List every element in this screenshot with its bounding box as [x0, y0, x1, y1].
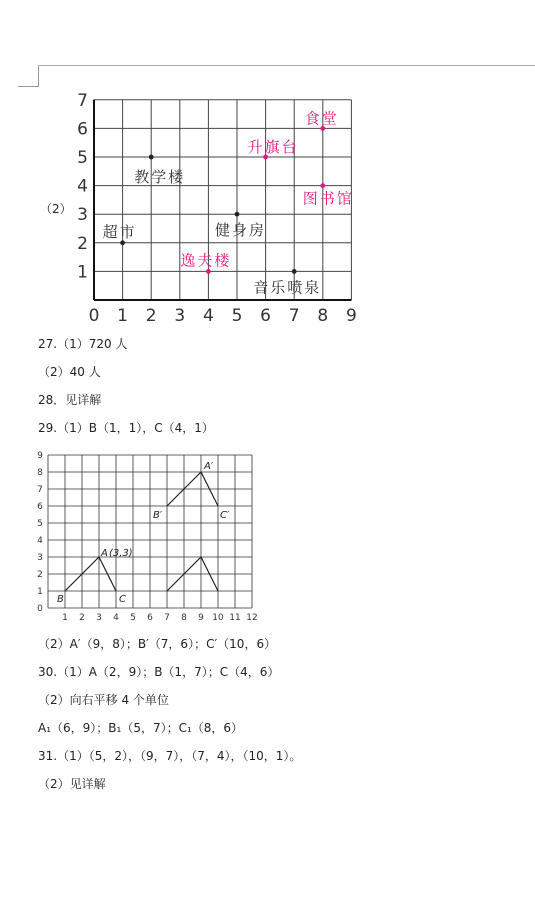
- header-rule: [38, 65, 535, 66]
- answer-29-2: （2）A′（9，8）；B′（7，6）；C′（10，6）: [38, 637, 277, 651]
- place-label: 食堂: [304, 109, 339, 128]
- y-tick-label: 6: [37, 502, 43, 512]
- x-tick-label: 7: [164, 613, 170, 623]
- x-tick-label: 9: [198, 613, 204, 623]
- campus-grid-figure: [77, 90, 370, 326]
- place-label: 教学楼: [134, 168, 186, 186]
- x-tick-label: 6: [260, 306, 272, 326]
- y-tick-label: 8: [37, 468, 43, 478]
- answer-27-1: 27.（1）720 人: [38, 337, 128, 351]
- place-point: [235, 212, 240, 217]
- x-tick-label: 9: [345, 306, 357, 326]
- x-tick-label: 3: [96, 613, 102, 623]
- point-label-a-coord: (3,3): [109, 548, 133, 559]
- question-label: （2）: [40, 202, 72, 216]
- x-tick-label: 1: [117, 306, 129, 326]
- y-tick-label: 2: [77, 233, 88, 254]
- x-tick-label: 7: [288, 306, 300, 326]
- point-label-a-prime: A′: [204, 461, 214, 472]
- place-point: [292, 269, 297, 274]
- translation-grid-figure: [30, 448, 285, 628]
- x-tick-label: 8: [181, 613, 187, 623]
- x-tick-label: 5: [231, 306, 243, 326]
- x-tick-label: 12: [246, 613, 258, 623]
- place-label: 升旗台: [247, 138, 299, 156]
- answer-30-1: 30.（1）A（2，9）；B（1，7）；C（4，6）: [38, 665, 280, 679]
- x-tick-label: 11: [229, 613, 241, 623]
- x-tick-label: 10: [212, 613, 224, 623]
- x-tick-label: 2: [79, 613, 85, 623]
- place-label: 健身房: [215, 221, 267, 240]
- y-tick-label: 5: [77, 148, 88, 168]
- margin-corner-mark: [38, 66, 39, 86]
- y-tick-label: 7: [77, 90, 88, 111]
- point-label-c: C: [119, 594, 126, 605]
- x-tick-label: 6: [147, 613, 153, 623]
- y-tick-label: 3: [77, 205, 88, 226]
- place-label: 音乐喷泉: [253, 278, 322, 297]
- x-tick-label: 8: [317, 306, 329, 326]
- place-point: [149, 155, 154, 160]
- y-tick-label: 9: [37, 451, 43, 461]
- x-tick-label: 5: [130, 613, 136, 623]
- answer-28: 28．见详解: [38, 393, 102, 407]
- place-label: 超市: [102, 222, 137, 241]
- answer-29-1: 29.（1）B（1，1），C（4，1）: [38, 421, 214, 435]
- y-tick-label: 6: [77, 119, 88, 140]
- place-point: [120, 240, 125, 245]
- y-tick-label: 4: [77, 176, 88, 197]
- x-tick-label: 4: [202, 306, 214, 326]
- y-tick-label: 1: [37, 587, 43, 597]
- x-tick-label: 0: [88, 306, 100, 326]
- x-tick-label: 3: [174, 306, 186, 326]
- answer-31-2: （2）见详解: [38, 777, 106, 791]
- point-label-b: B: [57, 594, 64, 605]
- place-point: [206, 269, 211, 274]
- place-label: 图书馆: [302, 189, 354, 208]
- x-tick-label: 1: [62, 613, 68, 623]
- x-tick-label: 4: [113, 613, 119, 623]
- answer-30-3: A₁（6，9）；B₁（5，7）；C₁（8，6）: [38, 721, 244, 735]
- answer-30-2: （2）向右平移 4 个单位: [38, 693, 169, 707]
- y-tick-label: 1: [77, 262, 88, 283]
- place-point: [320, 183, 325, 188]
- answer-27-2: （2）40 人: [38, 365, 101, 379]
- answer-31-1: 31.（1）（5，2），（9，7），（7，4），（10，1）。: [38, 749, 302, 763]
- y-tick-label: 7: [37, 485, 43, 495]
- point-label-c-prime: C′: [220, 510, 230, 521]
- origin-label: 0: [37, 604, 43, 614]
- point-label-a: A: [101, 548, 108, 559]
- y-tick-label: 2: [37, 570, 43, 580]
- point-label-b-prime: B′: [153, 510, 163, 521]
- place-label: 逸夫楼: [180, 251, 232, 270]
- y-tick-label: 5: [37, 519, 43, 529]
- x-tick-label: 2: [145, 306, 157, 326]
- margin-corner-mark: [18, 86, 39, 87]
- y-tick-label: 3: [37, 553, 43, 563]
- y-tick-label: 4: [37, 536, 43, 546]
